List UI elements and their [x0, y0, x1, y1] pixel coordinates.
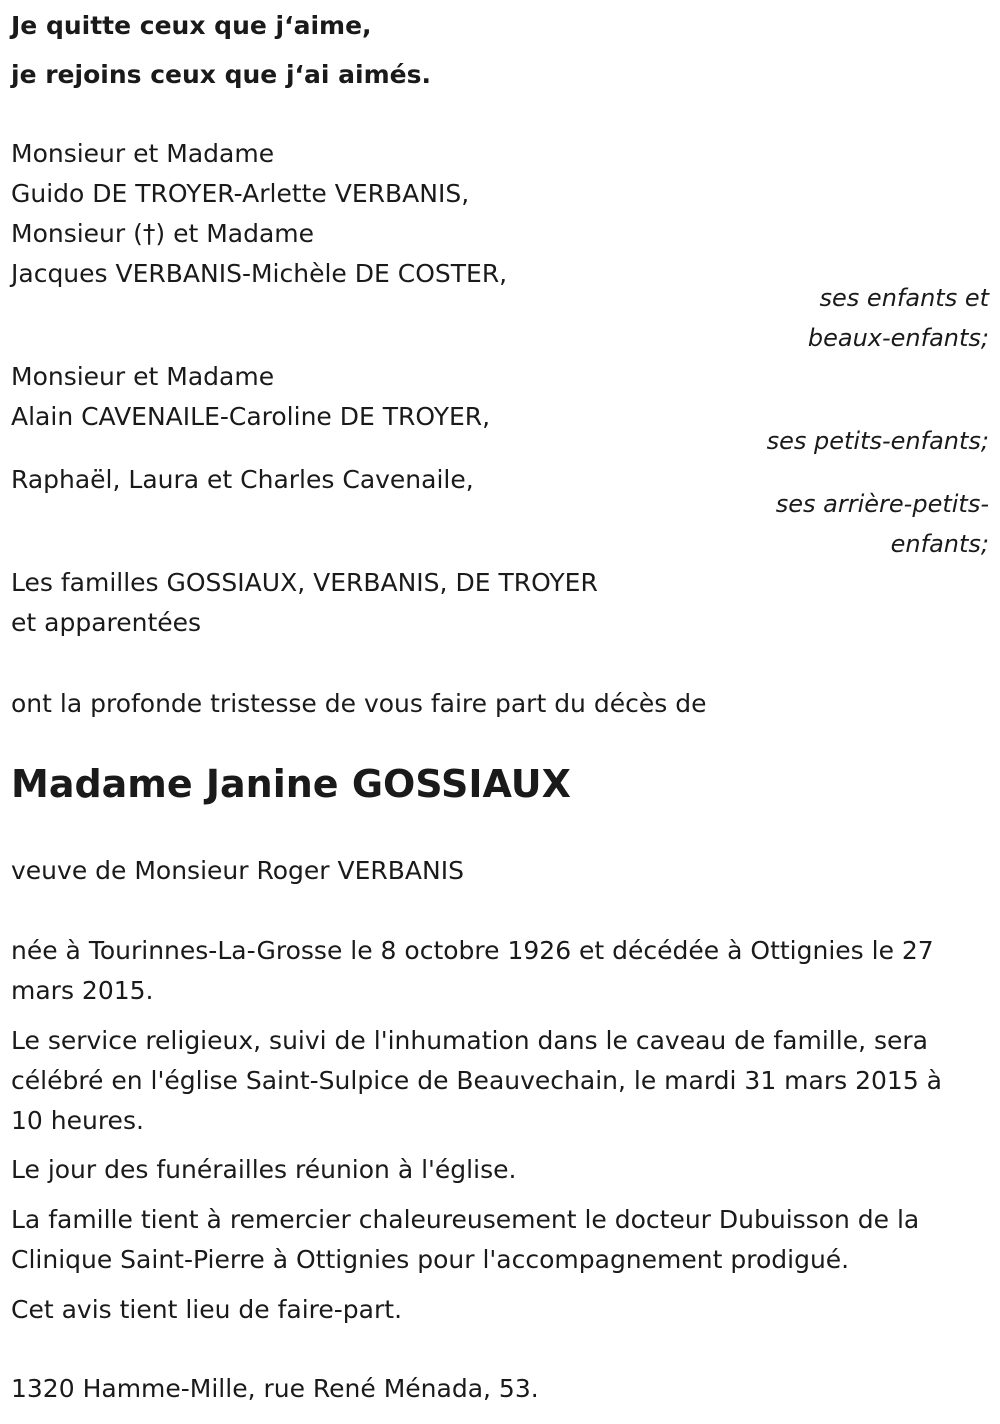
gathering: Le jour des funérailles réunion à l'église. — [11, 1155, 517, 1184]
epigraph-line-2: je rejoins ceux que j‘ai aimés. — [11, 60, 431, 89]
service-line-2: célébré en l'église Saint-Sulpice de Beauvechain, le mardi 31 mars 2015 à — [11, 1066, 942, 1095]
notice: Cet avis tient lieu de faire-part. — [11, 1295, 403, 1324]
children-line-4: Jacques VERBANIS-Michèle DE COSTER, — [11, 259, 508, 288]
great-grandchildren-role-line-1: ses arrière-petits- — [775, 490, 989, 518]
children-line-2: Guido DE TROYER-Arlette VERBANIS, — [11, 179, 470, 208]
great-grandchildren-role-line-2: enfants; — [890, 530, 989, 558]
thanks-line-2: Clinique Saint-Pierre à Ottignies pour l'accompagnement prodigué. — [11, 1245, 850, 1274]
grandchildren-role: ses petits-enfants; — [766, 427, 989, 455]
families-line-1: Les familles GOSSIAUX, VERBANIS, DE TROYER — [11, 568, 598, 597]
birth-death-line-2: mars 2015. — [11, 976, 154, 1005]
families-line-2: et apparentées — [11, 608, 202, 637]
grandchildren-line-1: Monsieur et Madame — [11, 362, 275, 391]
service-line-3: 10 heures. — [11, 1106, 144, 1135]
grandchildren-line-2: Alain CAVENAILE-Caroline DE TROYER, — [11, 402, 491, 431]
children-line-3-post: ) et Madame — [155, 219, 315, 248]
widow-of: veuve de Monsieur Roger VERBANIS — [11, 856, 464, 885]
address: 1320 Hamme-Mille, rue René Ménada, 53. — [11, 1374, 539, 1403]
deceased-name: Madame Janine GOSSIAUX — [11, 762, 571, 806]
children-line-3-pre: Monsieur ( — [11, 219, 143, 248]
epigraph-line-1: Je quitte ceux que j‘aime, — [11, 11, 372, 40]
children-role-line-1: ses enfants et — [819, 284, 989, 312]
great-grandchildren-line-1: Raphaël, Laura et Charles Cavenaile, — [11, 465, 474, 494]
birth-death-line-1: née à Tourinnes-La-Grosse le 8 octobre 1926 et décédée à Ottignies le 27 — [11, 936, 934, 965]
service-line-1: Le service religieux, suivi de l'inhumation dans le caveau de famille, sera — [11, 1026, 928, 1055]
thanks-line-1: La famille tient à remercier chaleureusement le docteur Dubuisson de la — [11, 1205, 920, 1234]
cross-icon: † — [142, 219, 156, 248]
children-role-line-2: beaux-enfants; — [807, 324, 989, 352]
children-line-1: Monsieur et Madame — [11, 139, 275, 168]
announcement: ont la profonde tristesse de vous faire part du décès de — [11, 689, 707, 718]
children-line-3 — [11, 214, 314, 254]
